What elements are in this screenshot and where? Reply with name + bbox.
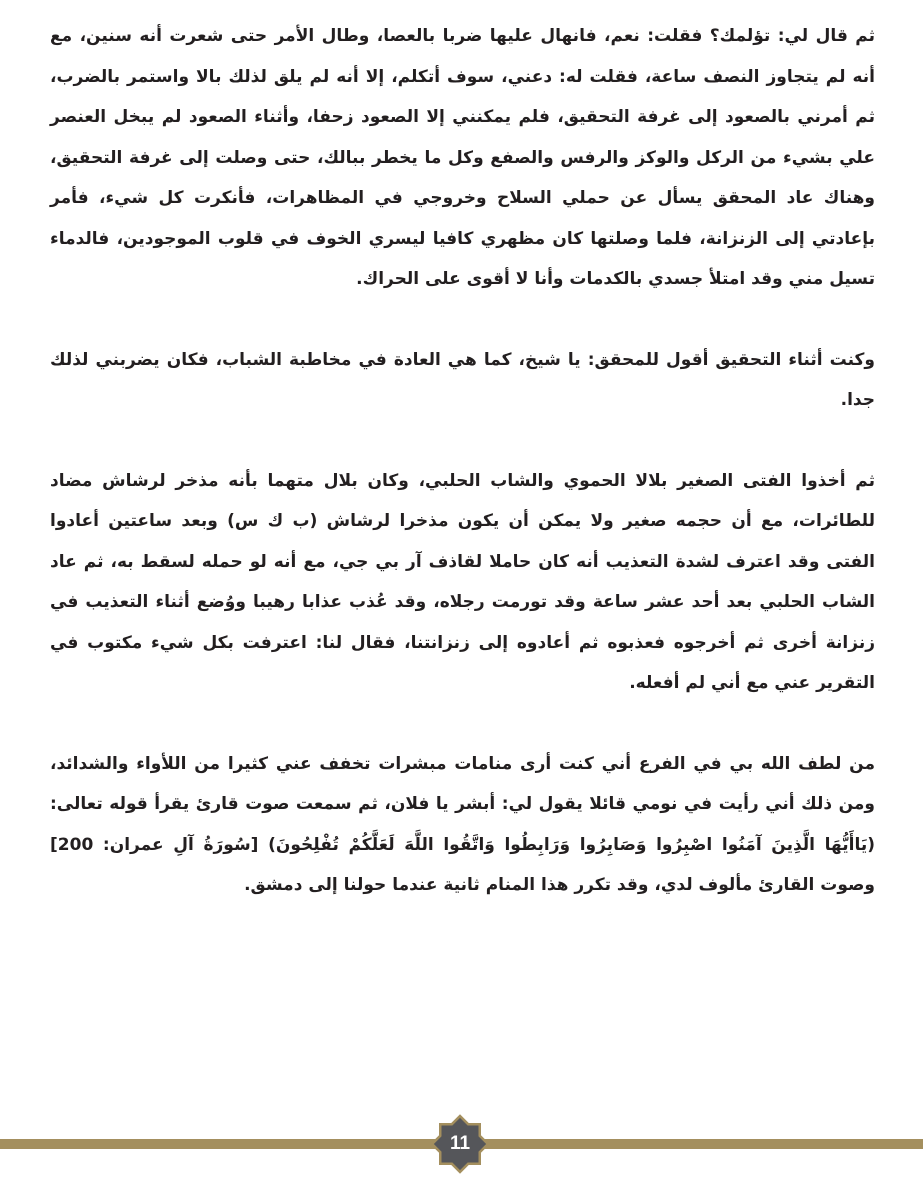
- paragraph-gap: [50, 421, 875, 461]
- paragraph-4: من لطف الله بي في الفرع أني كنت أرى منامات مبشرات تخفف عني كثيرا من اللأواء والشدائد، ومن ذلك أني رأيت في نومي قائلا يقول لي: أبشر يا فلان، ثم سمعت صوت قارئ يقرأ قوله تعالى: (يَاأَيُّهَا الَّذِينَ آمَنُوا اصْبِرُوا وَصَابِرُوا وَرَابِطُوا وَاتَّقُوا اللَّهَ لَعَلَّكُمْ تُفْلِحُونَ) [سُورَةُ آلِ عمران: 200] وصوت القارئ مألوف لدي، وقد تكرر هذا المنام ثانية عندما حولنا إلى دمشق.: [50, 753, 875, 895]
- paragraph-gap: [50, 704, 875, 744]
- paragraph-2: وكنت أثناء التحقيق أقول للمحقق: يا شيخ، كما هي العادة في مخاطبة الشباب، فكان يضربني لذلك جدا.: [50, 349, 875, 410]
- paragraph-gap: [50, 300, 875, 340]
- page-number-badge: [427, 1111, 493, 1177]
- paragraph-3: ثم أخذوا الفتى الصغير بلالا الحموي والشاب الحلبي، وكان بلال متهما بأنه مذخر لرشاش مضاد للطائرات، مع أن حجمه صغير ولا يمكن أن يكون مذخرا لرشاش (ب ك س) وبعد ساعتين أعادوا الفتى وقد اعترف لشدة التعذيب أنه كان حاملا لقاذف آر بي جي، مع أنه لو حمله لسقط به، ثم عاد الشاب الحلبي بعد أحد عشر ساعة وقد تورمت رجلاه، وقد عُذب عذابا رهيبا ووُضع أثناء التعذيب في زنزانة أخرى ثم أخرجوه فعذبوه ثم أعادوه إلى زنزانتنا، فقال لنا: اعترفت بكل شيء مكتوب في التقرير عني مع أني لم أفعله.: [50, 470, 875, 693]
- paragraph-1: ثم قال لي: تؤلمك؟ فقلت: نعم، فانهال عليها ضربا بالعصا، وطال الأمر حتى شعرت أنه سنين، مع أنه لم يتجاوز النصف ساعة، فقلت له: دعني، سوف أتكلم، إلا أنه لم يلق لذلك بالا واستمر بالضرب، ثم أمرني بالصعود إلى غرفة التحقيق، فلم يمكنني إلا الصعود زحفا، وأثناء الصعود لم يبخل العنصر علي بشيء من الركل والوكز والرفس والصفع وكل ما يخطر ببالك، حتى وصلت إلى غرفة التحقيق، وهناك عاد المحقق يسأل عن حملي السلاح وخروجي في المظاهرات، فأنكرت كل شيء، فأمر بإعادتي إلى الزنزانة، فلما وصلتها كان مظهري كافيا ليسري الخوف في قلوب الموجودين، فالدماء تسيل مني وقد امتلأ جسدي بالكدمات وأنا لا أقوى على الحراك.: [50, 26, 875, 289]
- page-body: [50, 16, 875, 906]
- page-number: 11: [449, 1133, 471, 1154]
